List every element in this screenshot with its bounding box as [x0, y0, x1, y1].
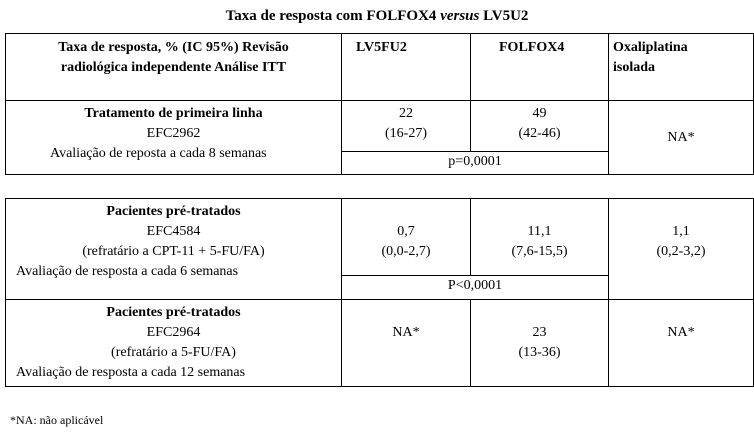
title-italic: versus	[440, 8, 480, 24]
table-pretreated-patients	[5, 198, 754, 387]
table-row	[6, 101, 754, 152]
cell-efc4584-folfox4	[471, 199, 609, 276]
header-lv5fu2-label: LV5FU2	[356, 40, 407, 55]
cell-folfox4	[471, 101, 609, 152]
cell-folfox4-ci: (42-46)	[518, 126, 561, 141]
cell-efc4584-lv5fu2	[342, 199, 471, 276]
row-first-line-evaluation: Avaliação de reposta a cada 8 semanas	[50, 146, 267, 161]
cell-oxaliplatina-value: NA*	[667, 129, 695, 145]
row-efc2964-study: EFC2964	[146, 325, 201, 340]
row-efc4584-evaluation: Avaliação de resposta a cada 6 semanas	[16, 264, 239, 279]
row-efc2964-note: (refratário a 5-FU/FA)	[111, 345, 236, 360]
cell-efc4584-oxaliplatina-ci: (0,2-3,2)	[656, 244, 706, 259]
cell-efc2964-oxaliplatina-value: NA*	[667, 325, 695, 340]
row-efc4584-note: (refratário a CPT-11 + 5-FU/FA)	[82, 244, 265, 259]
row-first-line-title: Tratamento de primeira linha	[84, 106, 263, 121]
footnote: *NA: não aplicável	[10, 413, 104, 427]
row-first-line-label	[6, 101, 342, 175]
table-header-row	[6, 34, 754, 101]
table-row	[6, 300, 754, 387]
cell-efc2964-folfox4-ci: (13-36)	[518, 345, 561, 360]
title-prefix: Taxa de resposta com FOLFOX4	[225, 8, 441, 24]
p-value-cell-efc4584	[342, 275, 609, 299]
cell-efc2964-lv5fu2-value: NA*	[392, 325, 420, 340]
cell-lv5fu2	[342, 101, 471, 152]
cell-efc4584-lv5fu2-value: 0,7	[397, 224, 415, 239]
row-efc2964-label	[6, 300, 342, 387]
cell-lv5fu2-value: 22	[399, 106, 413, 121]
cell-efc4584-oxaliplatina-value: 1,1	[672, 224, 690, 239]
document-title	[0, 8, 754, 25]
header-response-rate-line1: Taxa de resposta, % (IC 95%) Revisão	[58, 40, 289, 55]
cell-efc4584-folfox4-value: 11,1	[527, 224, 552, 239]
header-oxaliplatina-line2: isolada	[613, 60, 656, 75]
p-value-efc4584: P<0,0001	[447, 277, 503, 293]
row-efc4584-study: EFC4584	[146, 224, 201, 239]
cell-efc2964-lv5fu2	[342, 300, 471, 387]
header-oxaliplatina	[609, 34, 754, 101]
row-efc4584-title: Pacientes pré-tratados	[106, 204, 241, 219]
row-efc2964-title: Pacientes pré-tratados	[106, 305, 241, 320]
row-first-line-study: EFC2962	[146, 126, 201, 141]
header-folfox4-label: FOLFOX4	[499, 40, 565, 55]
title-suffix: LV5U2	[479, 8, 529, 24]
cell-oxaliplatina	[609, 101, 754, 175]
header-response-rate-line2: radiológica independente Análise ITT	[60, 60, 287, 75]
row-efc4584-label	[6, 199, 342, 300]
table-row	[6, 199, 754, 276]
cell-efc4584-oxaliplatina	[609, 199, 754, 300]
header-folfox4	[471, 34, 609, 101]
header-lv5fu2	[342, 34, 471, 101]
cell-efc2964-folfox4-value: 23	[532, 325, 547, 340]
cell-efc2964-oxaliplatina	[609, 300, 754, 387]
p-value-cell	[342, 152, 609, 175]
cell-folfox4-value: 49	[532, 106, 547, 121]
table-first-line-treatment	[5, 33, 754, 175]
header-oxaliplatina-line1: Oxaliplatina	[613, 40, 688, 55]
cell-lv5fu2-ci: (16-27)	[385, 126, 427, 141]
row-efc2964-evaluation: Avaliação de resposta a cada 12 semanas	[16, 365, 246, 380]
cell-efc4584-lv5fu2-ci: (0,0-2,7)	[381, 244, 431, 259]
cell-efc4584-folfox4-ci: (7,6-15,5)	[511, 244, 568, 259]
header-response-rate	[6, 34, 342, 101]
p-value: p=0,0001	[448, 154, 502, 170]
cell-efc2964-folfox4	[471, 300, 609, 387]
